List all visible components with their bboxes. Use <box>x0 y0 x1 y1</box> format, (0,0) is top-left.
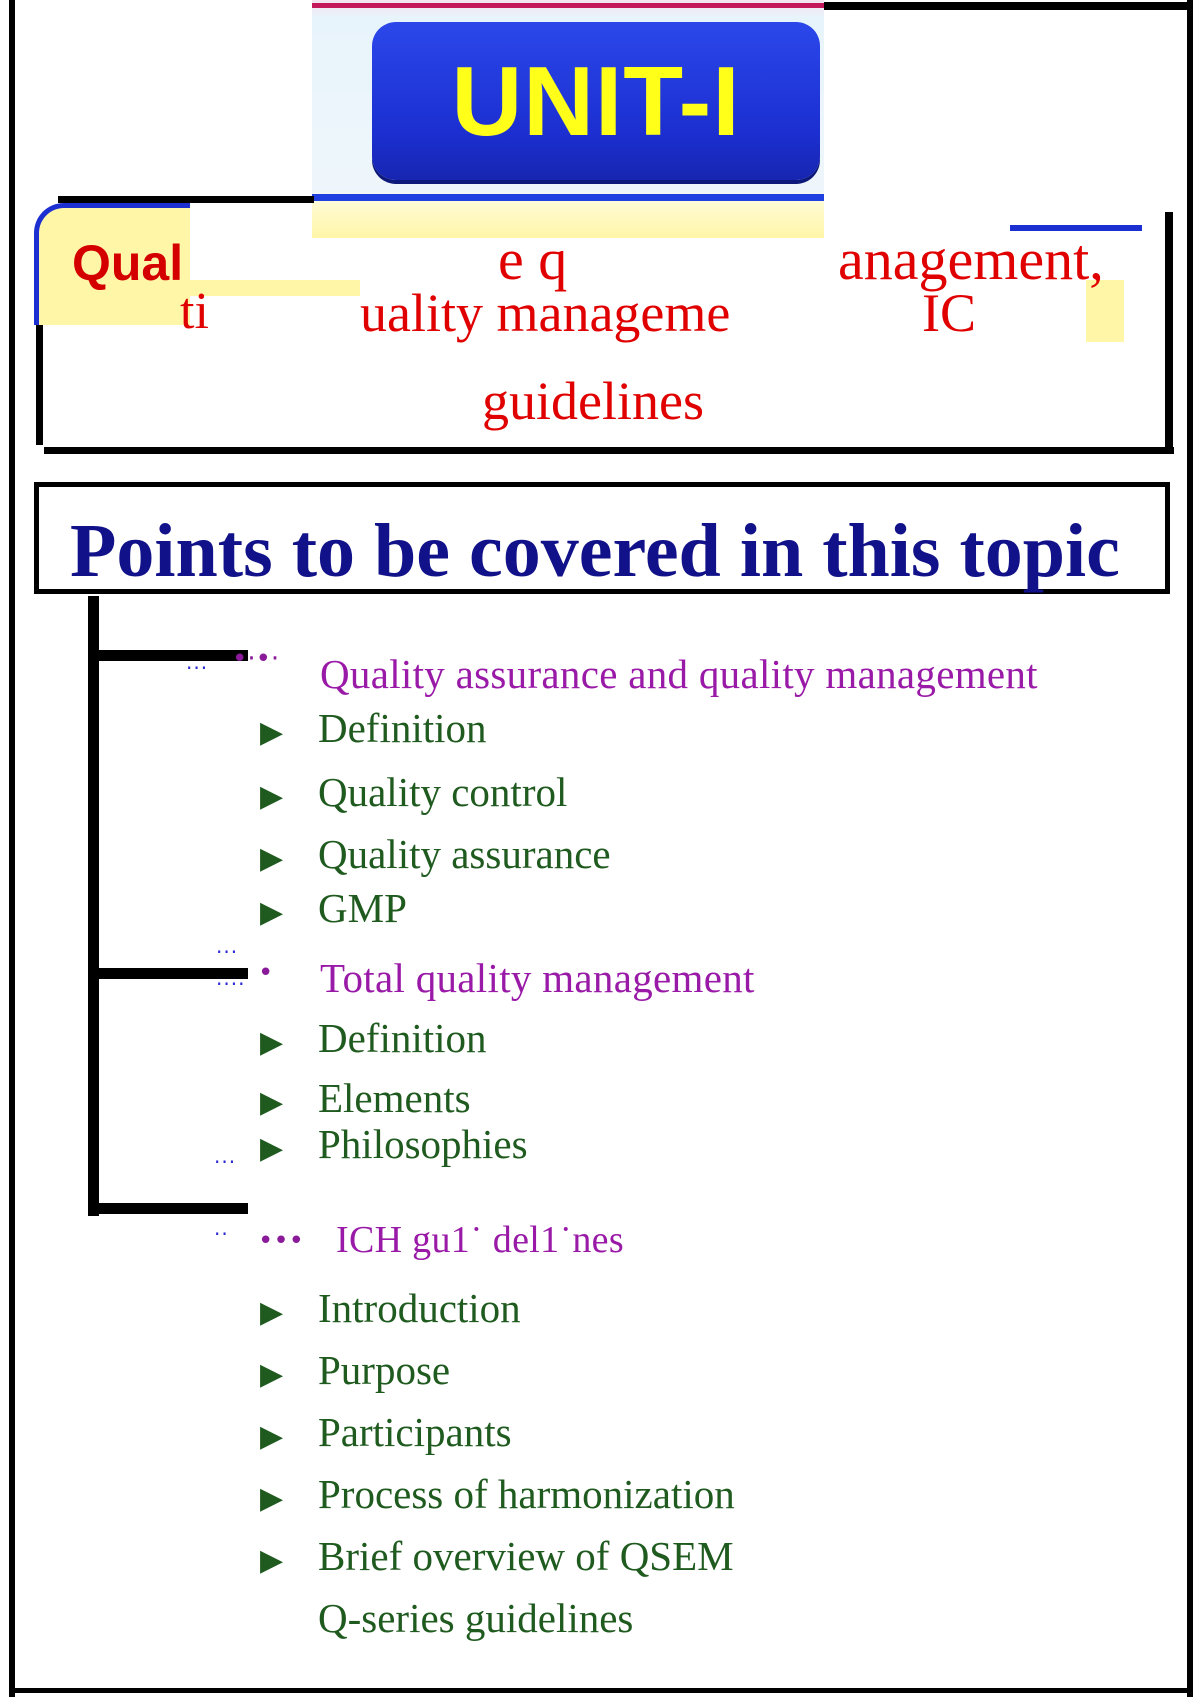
right-triangle-arrow-icon: ▶ <box>260 1481 284 1516</box>
unit-banner-label: UNIT-I <box>451 45 741 156</box>
right-triangle-arrow-icon: ▶ <box>260 1357 284 1392</box>
bullet-dot-icon: • <box>258 958 274 988</box>
tree-branch <box>88 650 248 661</box>
title-line-2 <box>0 282 1200 348</box>
right-triangle-arrow-icon: ▶ <box>260 895 284 930</box>
unit-banner-underline <box>312 194 824 201</box>
list-item: ▶ Introduction <box>260 1285 521 1331</box>
list-item: ▶ Participants <box>260 1409 512 1455</box>
right-triangle-arrow-icon: ▶ <box>260 1085 284 1120</box>
list-item: ▶ Quality control <box>260 769 568 815</box>
title-fragment: IC <box>922 283 976 343</box>
ellipsis-dots-icon: ···· <box>216 972 246 996</box>
page-frame-top <box>820 2 1193 10</box>
title-fragment: anagement, <box>838 227 1104 292</box>
list-item: ▶ Quality assurance <box>260 831 611 877</box>
right-triangle-arrow-icon: ▶ <box>260 1295 284 1330</box>
unit-banner-top-rule <box>312 3 824 8</box>
right-triangle-arrow-icon: ▶ <box>260 779 284 814</box>
list-item: ▶ Purpose <box>260 1347 451 1393</box>
list-item: ▶ Definition <box>260 1015 487 1061</box>
list-item: ▶ Elements <box>260 1075 471 1121</box>
ellipsis-dots-icon: ·· <box>214 1222 229 1246</box>
list-item-continuation: Q-series guidelines <box>318 1595 634 1641</box>
list-item: ▶ Definition <box>260 705 487 751</box>
right-triangle-arrow-icon: ▶ <box>260 841 284 876</box>
bullet-dots-icon: •·•· <box>232 644 280 674</box>
right-triangle-arrow-icon: ▶ <box>260 1131 284 1166</box>
tree-connector-vertical <box>88 596 99 1216</box>
page-frame-bottom <box>9 1688 1193 1693</box>
right-triangle-arrow-icon: ▶ <box>260 1419 284 1454</box>
group-heading: Quality assurance and quality management <box>320 651 1038 697</box>
list-item: ▶ Philosophies <box>260 1121 528 1167</box>
title-fragment: ti <box>180 283 209 340</box>
section-title: Points to be covered in this topic <box>70 509 1120 593</box>
list-item: ▶ Brief overview of QSEM <box>260 1533 734 1579</box>
list-item: ▶ GMP <box>260 885 407 931</box>
title-fragment: Qual <box>72 235 184 291</box>
unit-banner <box>372 22 820 180</box>
group-heading: ICH gu1˙ del1˙nes <box>336 1219 624 1261</box>
ellipsis-dots-icon: ··· <box>214 1150 237 1174</box>
title-box-top-border <box>58 196 314 203</box>
ellipsis-dots-icon: ··· <box>186 656 209 680</box>
right-triangle-arrow-icon: ▶ <box>260 1543 284 1578</box>
ellipsis-dots-icon: ··· <box>216 940 239 964</box>
title-fragment: e q <box>498 227 568 292</box>
group-heading: Total quality management <box>320 955 755 1001</box>
list-item: ▶ Process of harmonization <box>260 1471 735 1517</box>
title-box-bottom-border <box>44 447 1174 454</box>
title-fragment: uality manageme <box>360 283 731 343</box>
bullet-dots-icon: ••• <box>258 1226 305 1256</box>
right-triangle-arrow-icon: ▶ <box>260 715 284 750</box>
tree-branch <box>88 1203 248 1214</box>
title-line-3: guidelines <box>482 371 704 431</box>
right-triangle-arrow-icon: ▶ <box>260 1025 284 1060</box>
